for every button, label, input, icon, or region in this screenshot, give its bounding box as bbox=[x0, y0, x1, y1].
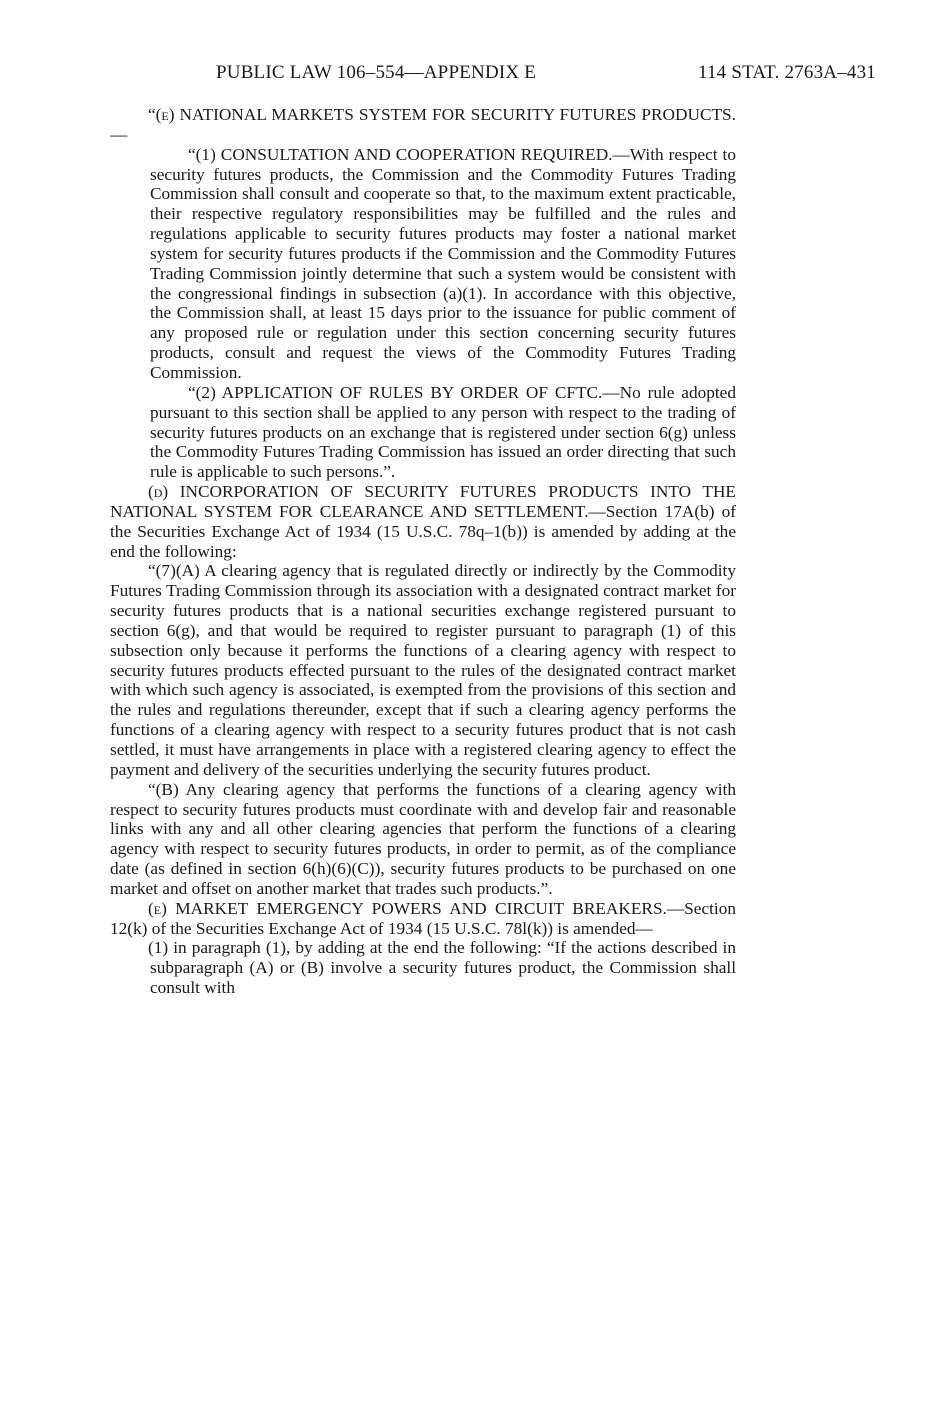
header-law-title: PUBLIC LAW 106–554—APPENDIX E bbox=[216, 62, 537, 83]
paragraph-b bbox=[110, 780, 736, 899]
paragraph-7a bbox=[110, 561, 736, 779]
paragraph-1-amend-text: (1) in paragraph (1), by adding at the end the following: “If the actions described in subparagraph (A) or (B) involve a security futures product, the Commission shall consult with bbox=[148, 938, 736, 998]
paragraph-application-text: No rule adopted pursuant to this section shall be applied to any person with respect to the trading of security futures products on an exchange that is registered under section 6(g) unless the Commodity Futures Trading Commission has issued an order directing that such rule is applicable to such persons.”. bbox=[150, 382, 736, 482]
paragraph-emergency-text: Section 12(k) of the Securities Exchange Act of 1934 (15 U.S.C. 78l(k)) is amended— bbox=[110, 898, 736, 938]
paragraph-incorporation bbox=[110, 482, 736, 561]
paragraph-application-heading: “(2) APPLICATION OF RULES BY ORDER OF CFTC.— bbox=[188, 382, 620, 402]
paragraph-1-amend bbox=[150, 938, 736, 998]
paragraph-consultation bbox=[150, 145, 736, 383]
section-heading-nms bbox=[110, 105, 736, 145]
paragraph-incorporation-heading: (d) INCORPORATION OF SECURITY FUTURES PRODUCTS INTO THE NATIONAL SYSTEM FOR CLEARANCE AND SETTLEMENT.— bbox=[110, 482, 736, 521]
paragraph-consultation-text: With respect to security futures products, the Commission and the Commodity Futures Trading Commission shall consult and cooperate so that, to the maximum extent practicable, their respective regulatory responsibilities may be fulfilled and the rules and regulations applicable to security futures products may foster a national market system for security futures products if the Commission and the Commodity Futures Trading Commission jointly determine that such a system would be consistent with the congressional findings in subsection (a)(1). In accordance with this objective, the Commission shall, at least 15 days prior to the issuance for public comment of any proposed rule or regulation under this section concerning security futures products, consult and request the views of the Commodity Futures Trading Commission. bbox=[150, 144, 736, 382]
paragraph-emergency-heading: (e) MARKET EMERGENCY POWERS AND CIRCUIT BREAKERS.— bbox=[148, 898, 685, 918]
paragraph-7a-text: “(7)(A) A clearing agency that is regulated directly or indirectly by the Commodity Futures Trading Commission through its association with a designated contract market for security futures products that is a national securities exchange registered pursuant to section 6(g), and that would be required to register pursuant to paragraph (1) of this subsection only because it performs the functions of a clearing agency with respect to security futures products effected pursuant to the rules of the designated contract market with which such agency is associated, is exempted from the provisions of this section and the rules and regulations thereunder, except that if such a clearing agency performs the functions of a clearing agency with respect to a security futures product that is not cash settled, it must have arrangements in place with a registered clearing agency to effect the payment and delivery of the securities underlying the security futures product. bbox=[110, 561, 736, 779]
paragraph-emergency bbox=[110, 899, 736, 939]
section-heading-nms-text: “(e) NATIONAL MARKETS SYSTEM FOR SECURITY FUTURES PRODUCTS.— bbox=[110, 105, 736, 144]
document-body bbox=[110, 105, 736, 998]
paragraph-application bbox=[150, 383, 736, 482]
paragraph-consultation-heading: “(1) CONSULTATION AND COOPERATION REQUIRED.— bbox=[188, 144, 630, 164]
paragraph-b-text: “(B) Any clearing agency that performs the functions of a clearing agency with respect to security futures products must coordinate with and develop fair and reasonable links with any and all other clearing agencies that perform the functions of a clearing agency with respect to security futures products, in order to permit, as of the compliance date (as defined in section 6(h)(6)(C)), security futures products to be purchased on one market and offset on another market that trades such products.”. bbox=[110, 779, 736, 898]
paragraph-incorporation-text: Section 17A(b) of the Securities Exchange Act of 1934 (15 U.S.C. 78q–1(b)) is amended by adding at the end the following: bbox=[110, 501, 736, 561]
header-stat-citation: 114 STAT. 2763A–431 bbox=[697, 62, 876, 83]
